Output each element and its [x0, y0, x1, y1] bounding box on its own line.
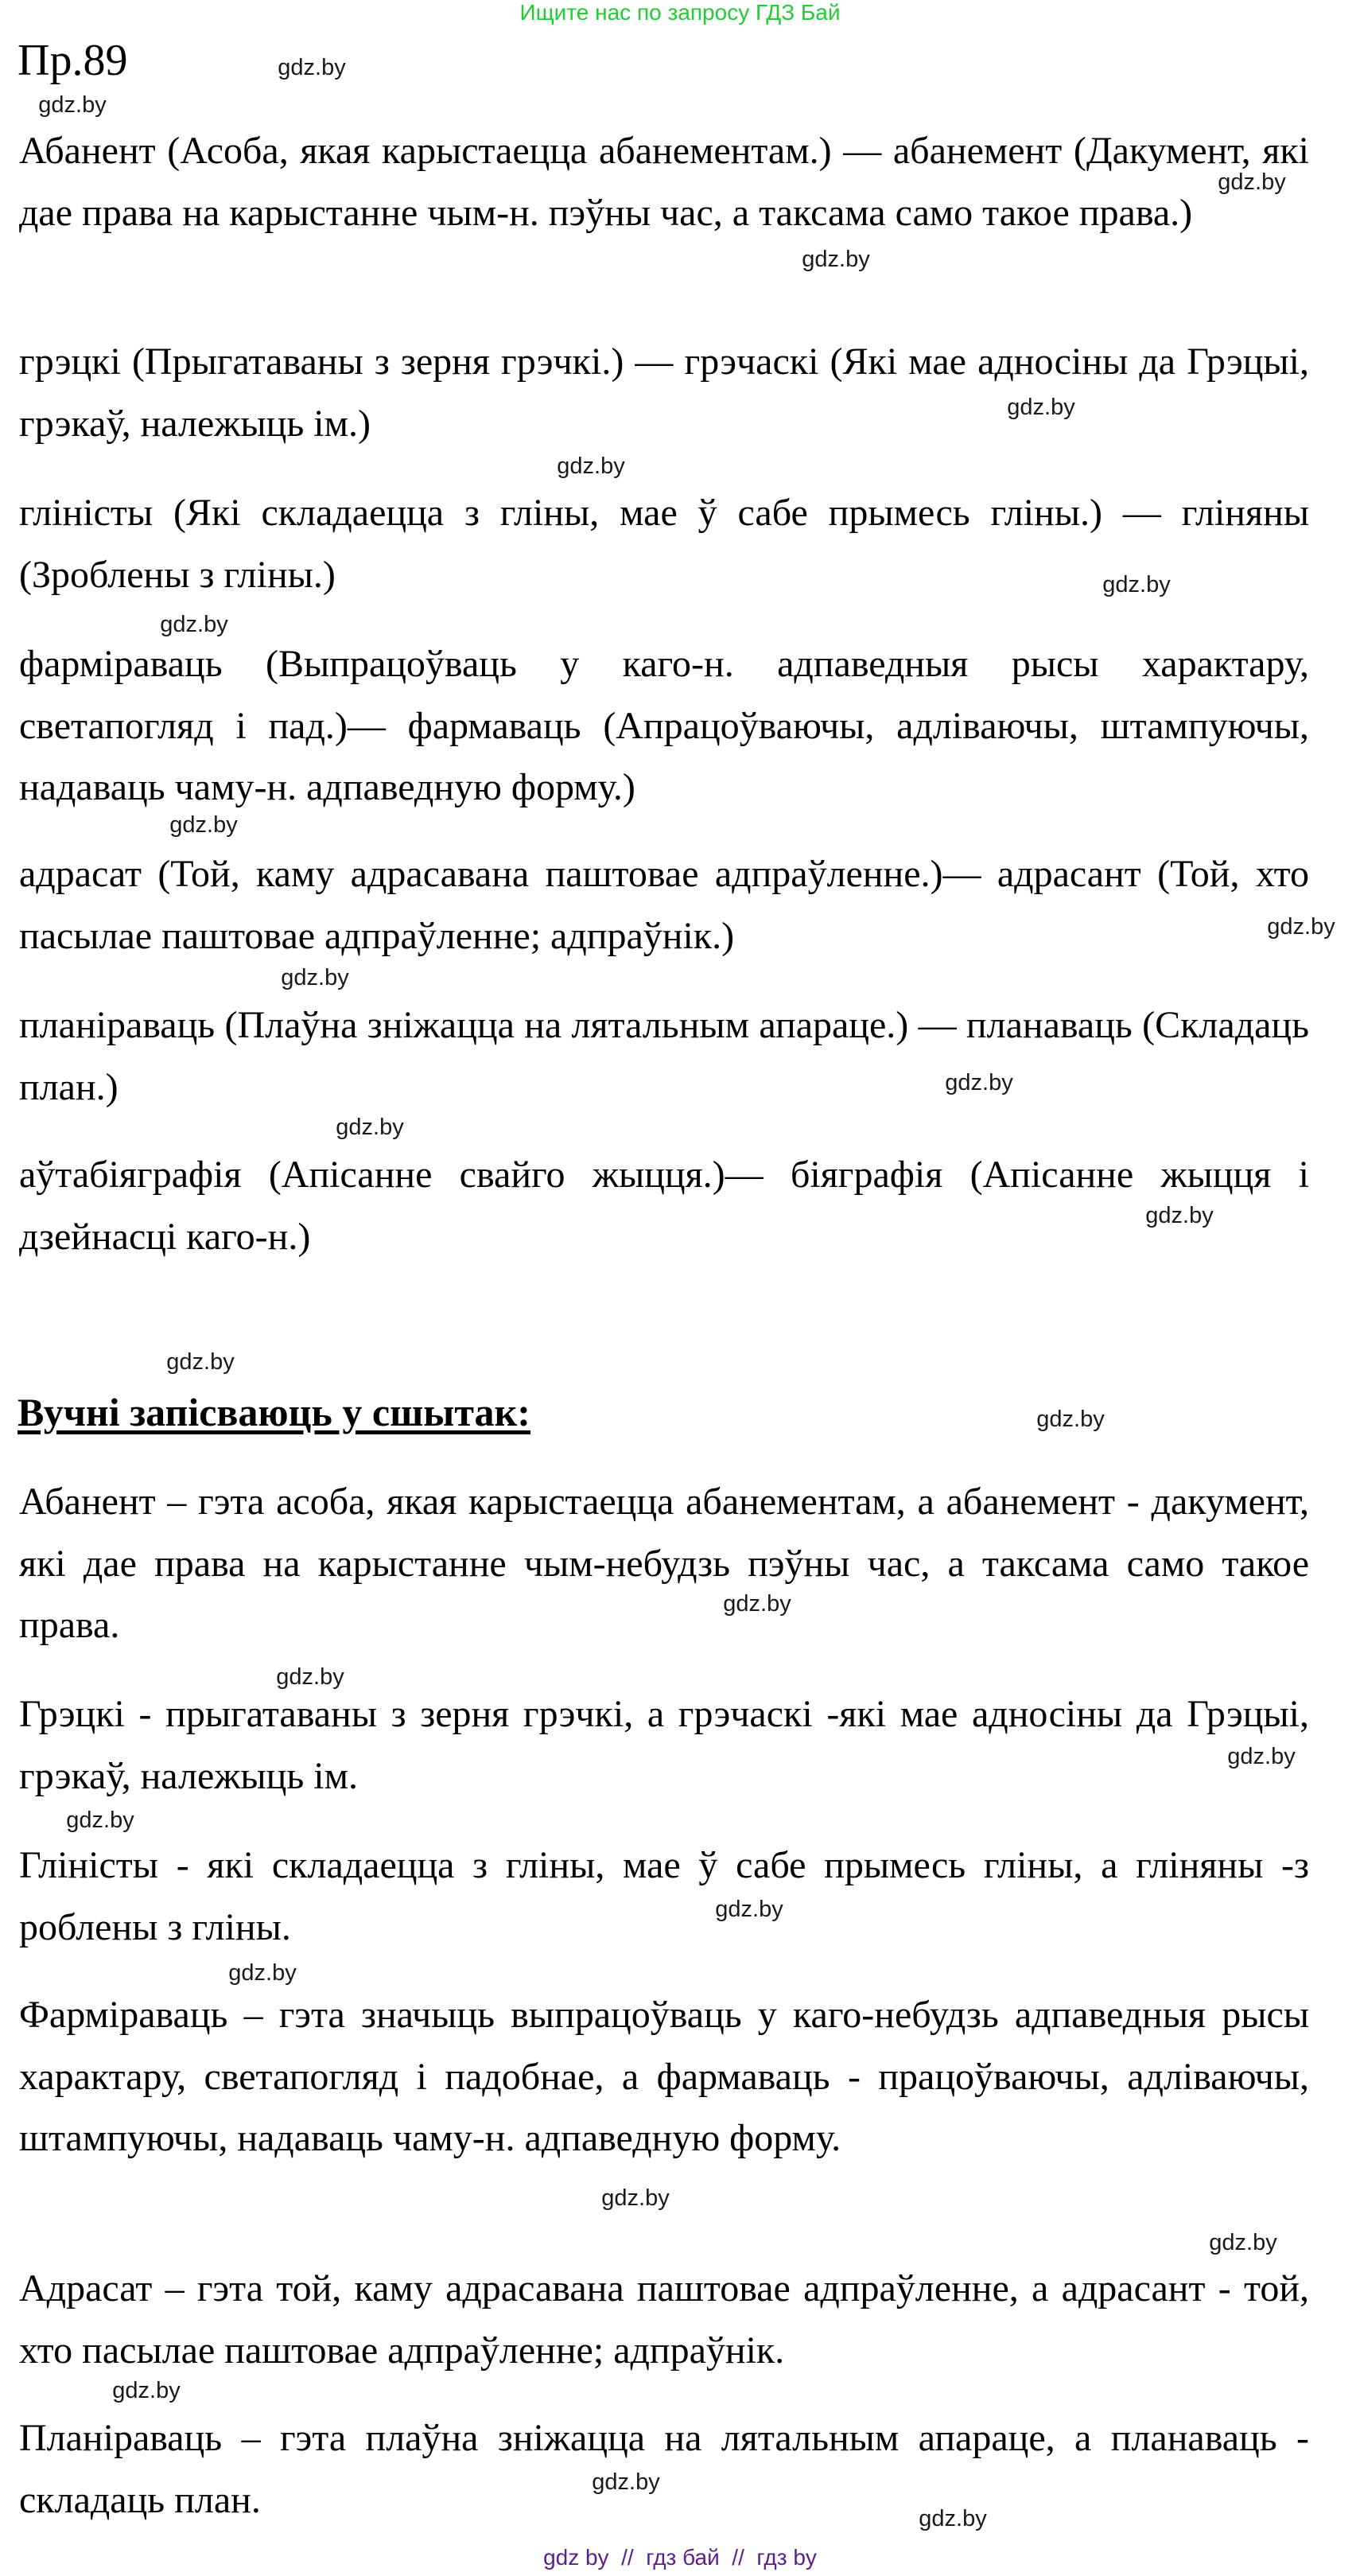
watermark: gdz.by	[1267, 914, 1335, 940]
notebook-paragraph: Грэцкі - прыгатаваны з зерня грэчкі, а грэчаскі -які мае адносіны да Грэцыі, грэкаў, належыць ім.	[19, 1693, 1309, 1797]
notebook-paragraph: Адрасат – гэта той, каму адрасавана паштовае адпраўленне, а адрасант - той, хто пасылае паштовае адпраўленне; адпраўнік.	[19, 2267, 1309, 2372]
exercise-title: Пр.89	[17, 36, 128, 85]
watermark: gdz.by	[278, 55, 346, 80]
watermark: gdz.by	[802, 247, 870, 272]
notebook-paragraph: Планіраваць – гэта плаўна зніжацца на лятальным апараце, а планаваць - складаць план.	[19, 2417, 1309, 2521]
watermark: gdz.by	[169, 812, 238, 838]
watermark: gdz.by	[1209, 2230, 1277, 2255]
watermark: gdz.by	[1007, 395, 1075, 420]
footer-links: gdz by // гдз бай // гдз by	[543, 2545, 817, 2570]
definition-paragraph: планіраваць (Плаўна зніжацца на лятальным апараце.) — планаваць (Складаць план.)	[19, 1004, 1309, 1108]
watermark: gdz.by	[166, 1349, 235, 1375]
notebook-paragraph: Фарміраваць – гэта значыць выпрацоўваць у каго-небудзь адпаведныя рысы характару, светапогляд і падобнае, а фармаваць - працоўваючы, адліваючы, штампуючы, надаваць чаму-н. адпаведную форму.	[19, 1994, 1309, 2159]
watermark: gdz.by	[945, 1070, 1013, 1095]
watermark: gdz.by	[38, 92, 107, 118]
search-banner: Ищите нас по запросу ГДЗ Бай	[519, 0, 841, 25]
watermark: gdz.by	[592, 2469, 660, 2495]
watermark: gdz.by	[1145, 1203, 1214, 1228]
definition-paragraph: грэцкі (Прыгатаваны з зерня грэчкі.) — грэчаскі (Які мае адносіны да Грэцыі, грэкаў, належыць ім.)	[19, 340, 1309, 445]
notebook-paragraph: Гліністы - які складаецца з гліны, мае ў сабе прымесь гліны, а гліняны -з роблены з гліны.	[19, 1844, 1309, 1948]
watermark: gdz.by	[112, 2378, 181, 2403]
notebook-paragraph: Абанент – гэта асоба, якая карыстаецца абанементам, а абанемент - дакумент, які дае права на карыстанне чым-небудзь пэўны час, а таксама само такое права.	[19, 1481, 1309, 1646]
watermark: gdz.by	[336, 1115, 404, 1140]
watermark: gdz.by	[601, 2185, 670, 2211]
section-heading: Вучні запісваюць у сшытак:	[17, 1390, 530, 1434]
watermark: gdz.by	[1227, 1744, 1296, 1769]
watermark: gdz.by	[66, 1807, 134, 1833]
watermark: gdz.by	[723, 1591, 791, 1617]
watermark: gdz.by	[1218, 169, 1286, 195]
watermark: gdz.by	[276, 1664, 344, 1690]
watermark: gdz.by	[281, 965, 349, 990]
definition-paragraph: аўтабіяграфія (Апісанне свайго жыцця.)— біяграфія (Апісанне жыцця і дзейнасці каго-н.)	[19, 1154, 1309, 1258]
definition-paragraph: Абанент (Асоба, якая карыстаецца абанементам.) — абанемент (Дакумент, які дае права на карыстанне чым-н. пэўны час, а таксама само такое права.)	[19, 130, 1309, 234]
watermark: gdz.by	[160, 612, 228, 637]
watermark: gdz.by	[557, 453, 625, 479]
watermark: gdz.by	[1102, 572, 1171, 597]
watermark: gdz.by	[715, 1897, 783, 1922]
watermark: gdz.by	[919, 2506, 987, 2531]
watermark: gdz.by	[228, 1960, 297, 1986]
definition-paragraph: фарміраваць (Выпрацоўваць у каго-н. адпаведныя рысы характару, светапогляд і пад.)— фармаваць (Апрацоўваючы, адліваючы, штампуючы, надаваць чаму-н. адпаведную форму.)	[19, 643, 1309, 808]
definition-paragraph: адрасат (Той, каму адрасавана паштовае адпраўленне.)— адрасант (Той, хто пасылае паштовае адпраўленне; адпраўнік.)	[19, 853, 1309, 957]
watermark: gdz.by	[1036, 1407, 1105, 1432]
definition-paragraph: гліністы (Які складаецца з гліны, мае ў сабе прымесь гліны.) — гліняны (Зроблены з гліны.)	[19, 492, 1309, 596]
